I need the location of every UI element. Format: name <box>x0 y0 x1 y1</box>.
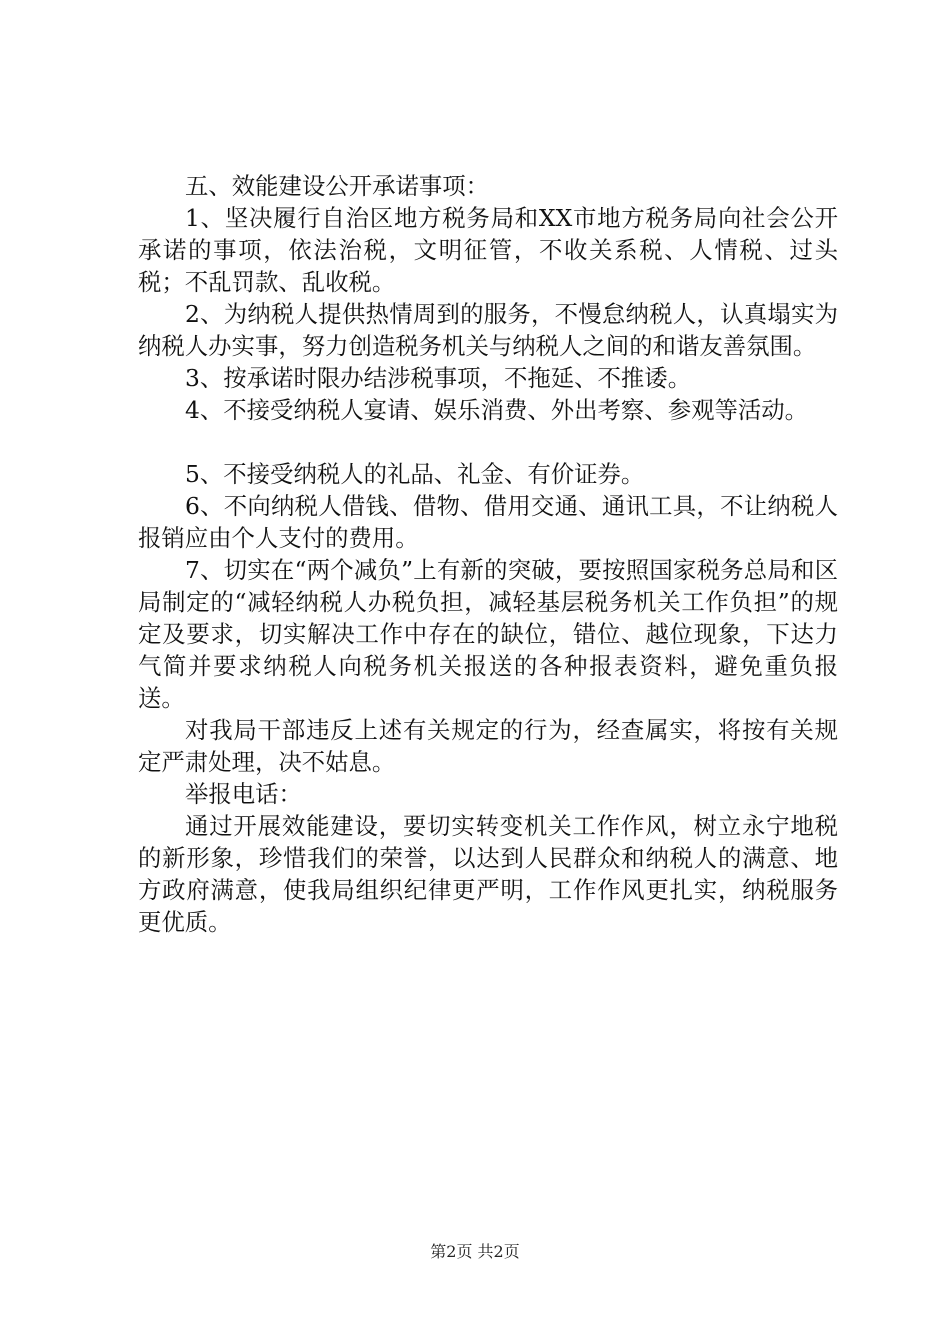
commitment-item-4: 4、不接受纳税人宴请、娱乐消费、外出考察、参观等活动。 <box>185 396 809 424</box>
commitment-item-2: 2、为纳税人提供热情周到的服务，不慢怠纳税人，认真塌实为纳税人办实事，努力创造税务机关与纳税人之间的和谐友善氛围。 <box>138 300 838 360</box>
commitment-item-6: 6、不向纳税人借钱、借物、借用交通、通讯工具，不让纳税人报销应由个人支付的费用。 <box>138 492 838 552</box>
section-heading: 五、效能建设公开承诺事项： <box>185 172 490 200</box>
commitment-item-3: 3、按承诺时限办结涉税事项，不拖延、不推诿。 <box>185 364 692 392</box>
closing-paragraph: 通过开展效能建设，要切实转变机关工作作风，树立永宁地税的新形象，珍惜我们的荣誉，以达到人民群众和纳税人的满意、地方政府满意，使我局组织纪律更严明，工作作风更扎实，纳税服务更优质。 <box>138 812 838 936</box>
penalty-statement: 对我局干部违反上述有关规定的行为，经查属实，将按有关规定严肃处理，决不姑息。 <box>138 716 838 776</box>
commitment-item-1: 1、坚决履行自治区地方税务局和XX市地方税务局向社会公开承诺的事项，依法治税，文明征管，不收关系税、人情税、过头税；不乱罚款、乱收税。 <box>138 204 838 296</box>
page-number-footer: 第2页 共2页 <box>430 1242 520 1261</box>
commitment-item-5: 5、不接受纳税人的礼品、礼金、有价证券。 <box>185 460 645 488</box>
document-body <box>138 170 838 938</box>
report-phone-label: 举报电话： <box>185 780 302 808</box>
commitment-item-7: 7、切实在“两个减负”上有新的突破，要按照国家税务总局和区局制定的“减轻纳税人办税负担，减轻基层税务机关工作负担”的规定及要求，切实解决工作中存在的缺位，错位、越位现象，下达力气简并要求纳税人向税务机关报送的各种报表资料，避免重负报送。 <box>138 556 838 712</box>
